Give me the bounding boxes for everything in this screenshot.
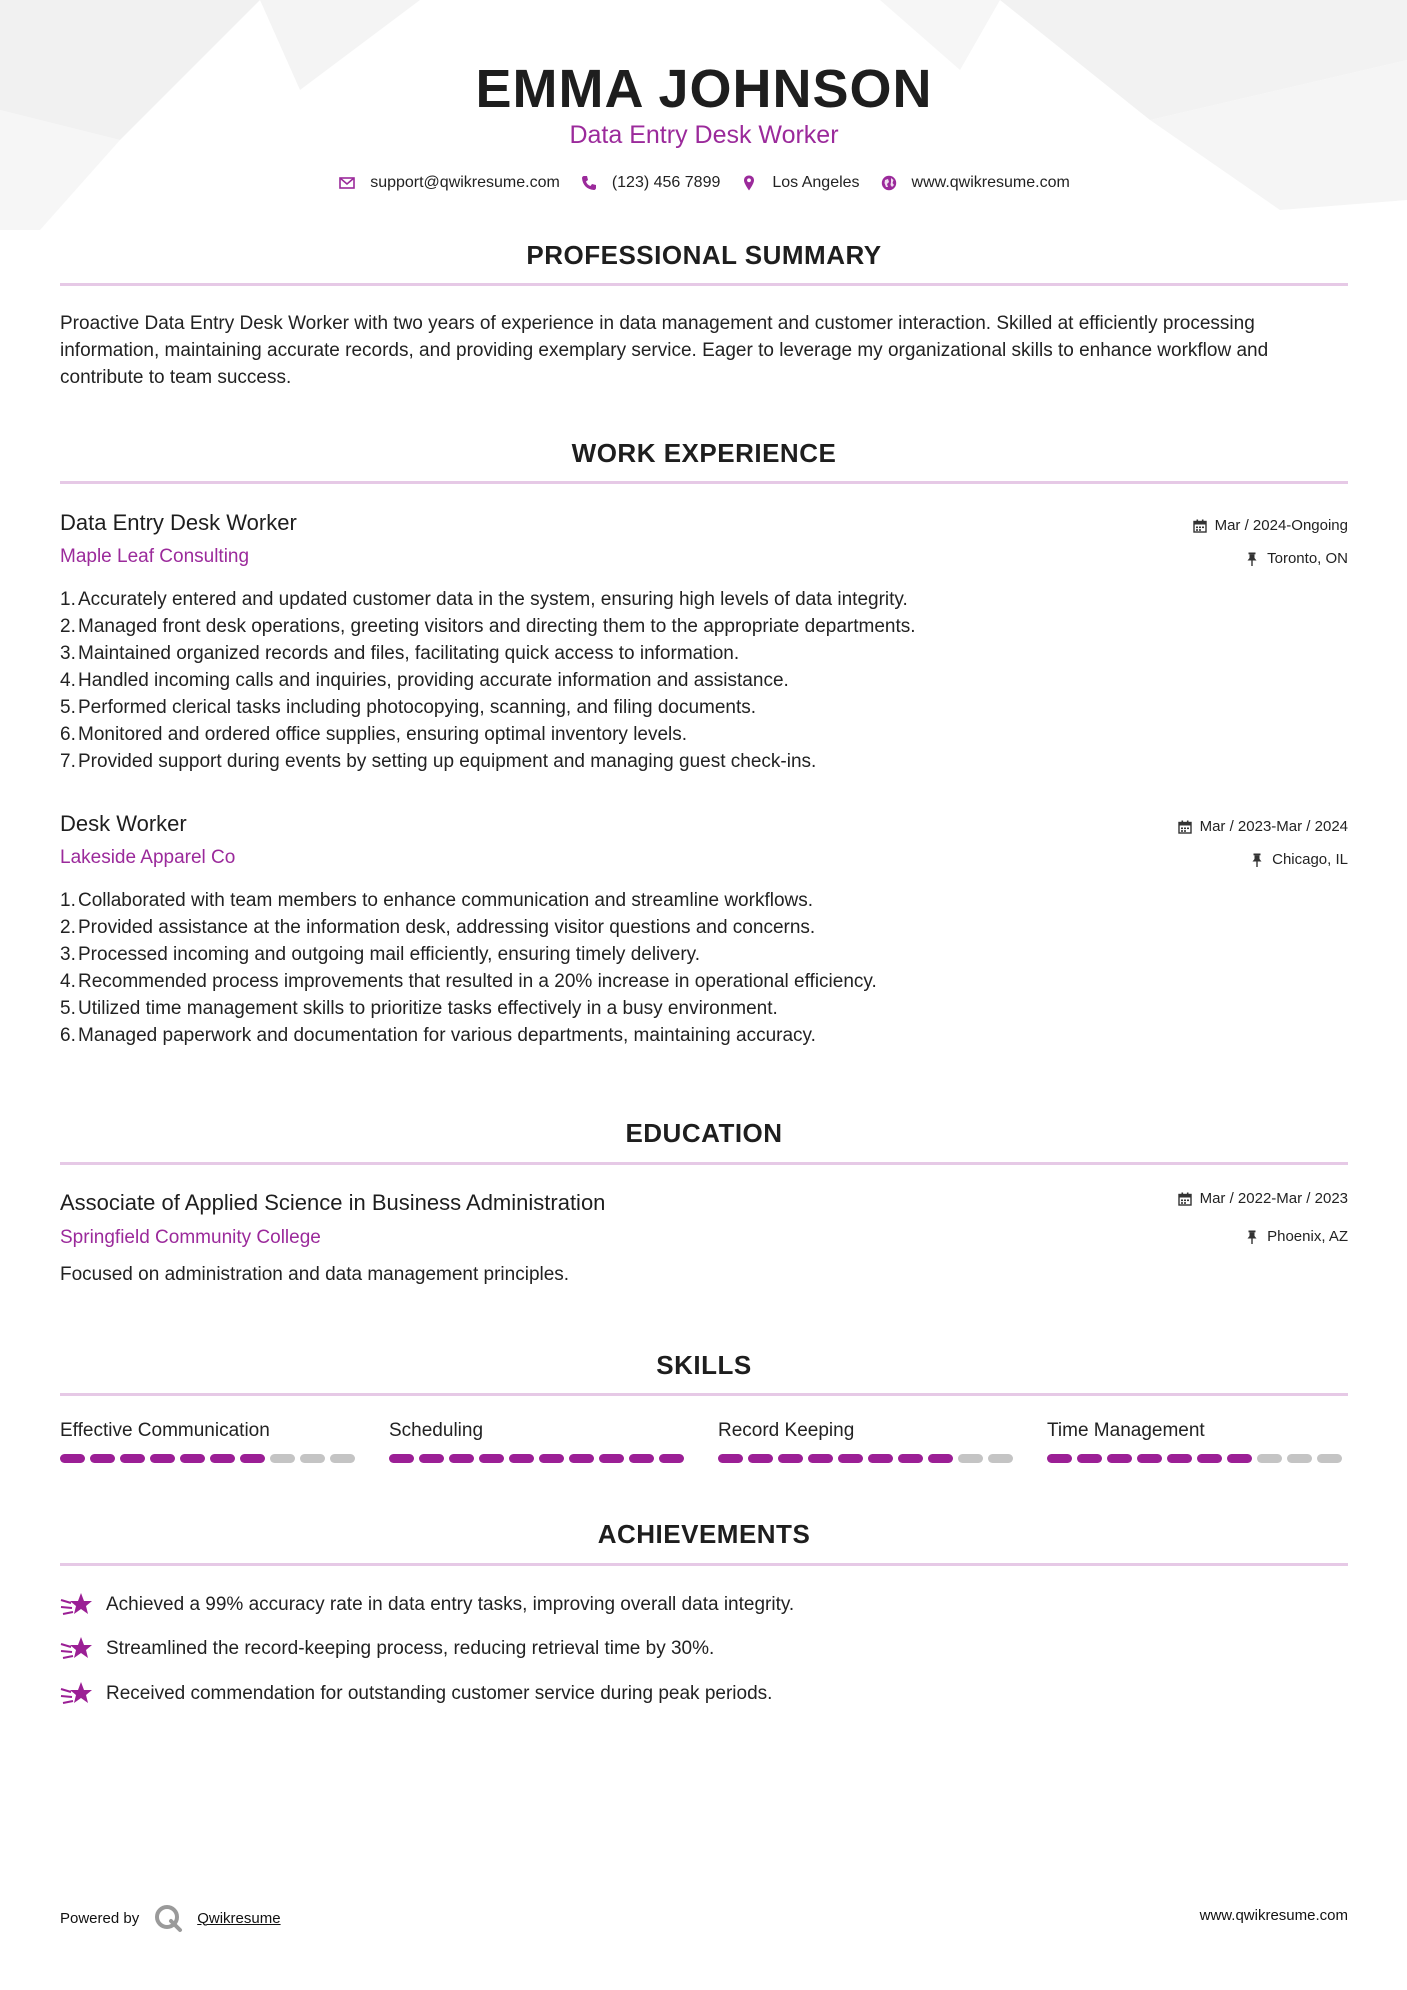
qwikresume-link[interactable]: Qwikresume xyxy=(197,1909,281,1927)
achievement-item xyxy=(60,1590,1348,1620)
job-title: Desk Worker xyxy=(60,811,187,836)
skill-level-segment xyxy=(629,1454,654,1463)
contact-website[interactable] xyxy=(880,174,1070,192)
contact-location xyxy=(740,174,859,192)
contact-location-text: Los Angeles xyxy=(772,174,860,191)
skill-level-segment xyxy=(210,1454,235,1463)
skill-level-segment xyxy=(120,1454,145,1463)
calendar-icon xyxy=(1193,519,1207,533)
skill-level-segment xyxy=(479,1454,504,1463)
skill-level-segment xyxy=(898,1454,923,1463)
achievement-text: Achieved a 99% accuracy rate in data entry tasks, improving overall data integrity. xyxy=(106,1594,795,1615)
skill-level-segment xyxy=(748,1454,773,1463)
skill-level-segment xyxy=(868,1454,893,1463)
job-company: Maple Leaf Consulting xyxy=(60,546,250,567)
skill-level-segment xyxy=(150,1454,175,1463)
list-item: 6. Managed paperwork and documentation for various departments, maintaining accuracy. xyxy=(60,1025,816,1046)
skill-name: Scheduling xyxy=(389,1420,484,1441)
job-bullets xyxy=(60,586,1348,775)
shooting-star-icon xyxy=(60,1634,94,1664)
skill-name: Record Keeping xyxy=(718,1420,855,1441)
skill-level-segment xyxy=(1137,1454,1162,1463)
list-item: 4. Recommended process improvements that resulted in a 20% increase in operational efficiency. xyxy=(60,971,877,992)
globe-icon xyxy=(880,174,898,192)
footer-website[interactable]: www.qwikresume.com xyxy=(1199,1907,1348,1924)
skill-level-segment xyxy=(180,1454,205,1463)
skill-level-segment xyxy=(1197,1454,1222,1463)
skill-level-bar xyxy=(718,1454,1018,1463)
shooting-star-icon xyxy=(60,1679,94,1709)
job-company: Lakeside Apparel Co xyxy=(60,847,236,868)
skill-level-segment xyxy=(539,1454,564,1463)
list-item: 2. Managed front desk operations, greeting visitors and directing them to the appropriate departments. xyxy=(60,616,916,637)
skill-level-segment xyxy=(778,1454,803,1463)
education-heading: EDUCATION xyxy=(625,1118,783,1148)
envelope-icon xyxy=(338,174,356,192)
skill-level-segment xyxy=(1107,1454,1132,1463)
skill-level-segment xyxy=(1227,1454,1252,1463)
skill-level-segment xyxy=(1047,1454,1072,1463)
list-item: 5. Utilized time management skills to prioritize tasks effectively in a busy environment. xyxy=(60,998,778,1019)
skill-level-segment xyxy=(838,1454,863,1463)
skill-name: Effective Communication xyxy=(60,1420,270,1441)
contact-website-text: www.qwikresume.com xyxy=(911,174,1070,191)
skill-level-segment xyxy=(1077,1454,1102,1463)
skills-divider xyxy=(60,1393,1348,1396)
job-bullets xyxy=(60,887,1348,1049)
skill-item xyxy=(60,1420,360,1463)
education-date xyxy=(1178,1190,1348,1207)
job-location-text: Toronto, ON xyxy=(1267,550,1348,567)
skill-level-segment xyxy=(449,1454,474,1463)
skill-level-segment xyxy=(60,1454,85,1463)
list-item: 3. Processed incoming and outgoing mail efficiently, ensuring timely delivery. xyxy=(60,944,701,965)
skill-level-segment xyxy=(569,1454,594,1463)
achievements-divider xyxy=(60,1563,1348,1566)
achievement-text: Received commendation for outstanding customer service during peak periods. xyxy=(106,1683,773,1704)
skill-level-segment xyxy=(389,1454,414,1463)
job-date-text: Mar / 2024-Ongoing xyxy=(1214,517,1348,534)
skill-level-segment xyxy=(808,1454,833,1463)
education-degree: Associate of Applied Science in Business Administration xyxy=(60,1190,606,1215)
list-item: 6. Monitored and ordered office supplies, ensuring optimal inventory levels. xyxy=(60,724,688,745)
contact-row xyxy=(60,174,1348,192)
job-location xyxy=(1250,851,1348,868)
skill-level-segment xyxy=(509,1454,534,1463)
summary-heading: PROFESSIONAL SUMMARY xyxy=(526,240,882,270)
summary-text: Proactive Data Entry Desk Worker with two years of experience in data management and customer interaction. Skilled at efficiently processing information, maintaining accurate records, and providing exemplary service. Eager to leverage my organizational skills to enhance workflow and contribute to team success. xyxy=(60,313,1269,388)
skill-name: Time Management xyxy=(1047,1420,1205,1441)
skill-level-bar xyxy=(60,1454,360,1463)
list-item: 5. Performed clerical tasks including photocopying, scanning, and filing documents. xyxy=(60,697,757,718)
experience-divider xyxy=(60,481,1348,484)
education-divider xyxy=(60,1162,1348,1165)
skill-level-segment xyxy=(1287,1454,1312,1463)
map-pin-icon xyxy=(740,174,758,192)
list-item: 7. Provided support during events by setting up equipment and managing guest check-ins. xyxy=(60,751,817,772)
skills-heading: SKILLS xyxy=(656,1350,752,1380)
job-date xyxy=(1178,818,1348,835)
contact-phone[interactable] xyxy=(580,174,721,192)
job-date xyxy=(1193,517,1348,534)
skill-level-segment xyxy=(928,1454,953,1463)
list-item: 3. Maintained organized records and files, facilitating quick access to information. xyxy=(60,643,740,664)
pushpin-icon xyxy=(1245,1230,1259,1244)
contact-phone-text: (123) 456 7899 xyxy=(611,174,721,191)
skill-level-segment xyxy=(1317,1454,1342,1463)
contact-email[interactable] xyxy=(338,174,560,192)
skill-level-segment xyxy=(419,1454,444,1463)
list-item: 4. Handled incoming calls and inquiries, providing accurate information and assistance. xyxy=(60,670,789,691)
candidate-title: Data Entry Desk Worker xyxy=(569,121,839,149)
job-title: Data Entry Desk Worker xyxy=(60,510,297,535)
candidate-name: EMMA JOHNSON xyxy=(475,59,933,119)
list-item: 1. Accurately entered and updated customer data in the system, ensuring high levels of data integrity. xyxy=(60,589,908,610)
achievement-item xyxy=(60,1679,1348,1709)
powered-by-label: Powered by xyxy=(60,1909,140,1927)
skill-item xyxy=(1047,1420,1347,1463)
skill-level-segment xyxy=(718,1454,743,1463)
calendar-icon xyxy=(1178,1192,1192,1206)
achievements-heading: ACHIEVEMENTS xyxy=(597,1519,811,1549)
job-location-text: Chicago, IL xyxy=(1272,851,1348,868)
pushpin-icon xyxy=(1250,853,1264,867)
education-date-text: Mar / 2022-Mar / 2023 xyxy=(1199,1190,1348,1207)
footer-powered-by xyxy=(60,1903,281,1933)
skill-level-segment xyxy=(300,1454,325,1463)
skill-level-segment xyxy=(1167,1454,1192,1463)
skill-level-bar xyxy=(389,1454,689,1463)
skill-level-bar xyxy=(1047,1454,1347,1463)
education-school: Springfield Community College xyxy=(60,1227,321,1248)
skill-level-segment xyxy=(659,1454,684,1463)
skill-level-segment xyxy=(240,1454,265,1463)
skill-item xyxy=(718,1420,1018,1463)
job-location xyxy=(1245,550,1348,567)
skill-level-segment xyxy=(599,1454,624,1463)
calendar-icon xyxy=(1178,820,1192,834)
list-item: 1. Collaborated with team members to enhance communication and streamline workflows. xyxy=(60,890,814,911)
experience-heading: WORK EXPERIENCE xyxy=(571,438,837,468)
phone-icon xyxy=(580,174,598,192)
achievement-text: Streamlined the record-keeping process, reducing retrieval time by 30%. xyxy=(106,1638,715,1659)
summary-divider xyxy=(60,283,1348,286)
skill-level-segment xyxy=(270,1454,295,1463)
skill-level-segment xyxy=(988,1454,1013,1463)
skill-item xyxy=(389,1420,689,1463)
skill-level-segment xyxy=(90,1454,115,1463)
list-item: 2. Provided assistance at the information desk, addressing visitor questions and concerns. xyxy=(60,917,816,938)
skill-level-segment xyxy=(958,1454,983,1463)
qwikresume-logo-icon xyxy=(153,1903,183,1933)
shooting-star-icon xyxy=(60,1590,94,1620)
skill-level-segment xyxy=(330,1454,355,1463)
skill-level-segment xyxy=(1257,1454,1282,1463)
education-description: Focused on administration and data management principles. xyxy=(60,1264,570,1285)
education-location xyxy=(1245,1228,1348,1245)
job-date-text: Mar / 2023-Mar / 2024 xyxy=(1199,818,1348,835)
skills-grid xyxy=(60,1420,1348,1463)
contact-email-text: support@qwikresume.com xyxy=(370,174,560,191)
education-location-text: Phoenix, AZ xyxy=(1267,1228,1348,1245)
pushpin-icon xyxy=(1245,552,1259,566)
achievement-item xyxy=(60,1634,1348,1664)
